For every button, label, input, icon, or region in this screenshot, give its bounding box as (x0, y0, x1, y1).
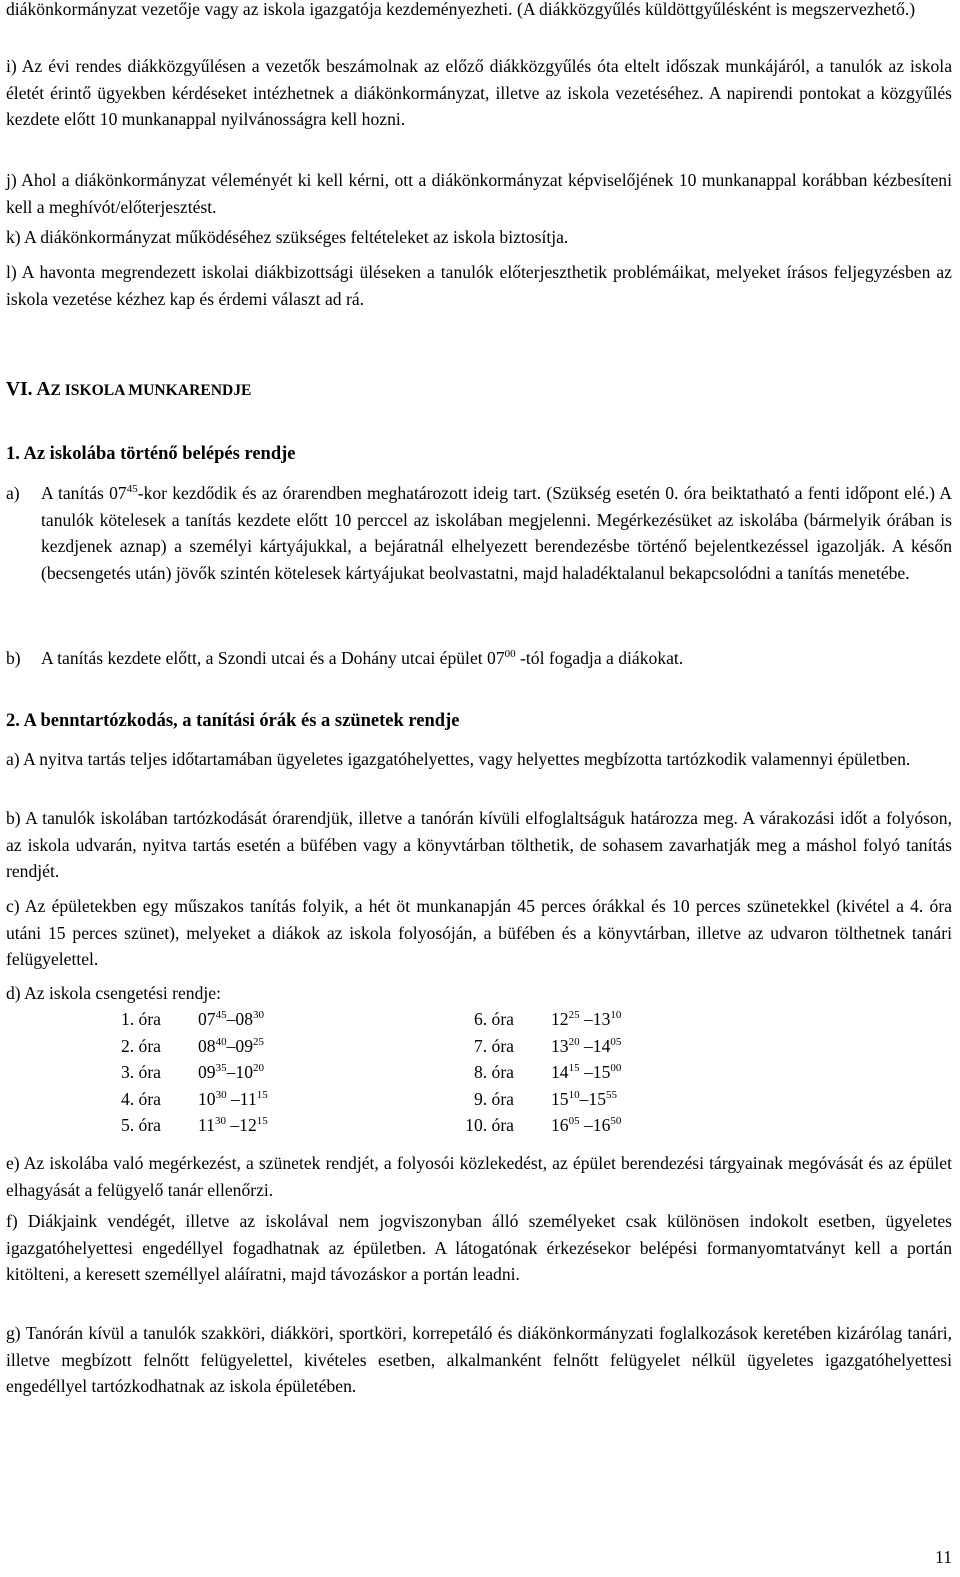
schedule-end-minute: 05 (610, 1035, 622, 1048)
section-2-item-f: f) Diákjaink vendégét, illetve az iskolával nem jogviszonyban álló személyeket csak különösen indokolt esetben, ügyeletes igazgatóhelyettesi engedéllyel fogadhatnak az épületben. A látogatónak érkezésekor belépési formanyomtatványt kell a portán kitölteni, a keresett személlyel aláíratni, majd távozáskor a portán leadni. (6, 1211, 952, 1285)
page-number: 11 (935, 1547, 952, 1567)
schedule-start-minute: 25 (568, 1009, 580, 1021)
schedule-end-minute: 25 (252, 1035, 264, 1048)
schedule-end-minute: 15 (256, 1115, 268, 1128)
schedule-separator: – (579, 1009, 593, 1029)
paragraph-i: i) Az évi rendes diákközgyűlésen a vezetők beszámolnak az előző diákközgyűlés óta eltelt időszak munkájáról, a tanulók az iskola életét érintő ügyekben kérdéseket intézhetnek a diákönkormányzat, illetve az iskola vezetéséhez. A napirendi pontokat a közgyűlés kezdete előtt 10 munkanappal nyilvánosságra kell hozni. (6, 56, 952, 130)
section-1-item-b-text (41, 645, 952, 672)
item-b-text-pre: A tanítás kezdete előtt, a Szondi utcai és a Dohány utcai épület 07 (41, 648, 505, 668)
bell-schedule (0, 1006, 960, 1141)
schedule-start-hour: 07 (198, 1009, 216, 1029)
schedule-start-minute: 15 (568, 1062, 580, 1075)
schedule-separator: – (579, 1088, 589, 1109)
chapter-heading-rest: Z ISKOLA MUNKARENDJE (50, 382, 252, 399)
paragraph-l: l) A havonta megrendezett iskolai diákbizottsági üléseken a tanulók előterjeszthetik problémáikat, melyeket írásos feljegyzésben az iskola vezetése kézhez kap és érdemi választ ad rá. (6, 262, 952, 309)
schedule-separator: – (226, 1062, 236, 1083)
section-1-title: 1. Az iskolába történő belépés rendje (6, 444, 296, 464)
schedule-start-minute: 05 (568, 1115, 580, 1128)
section-2-title: 2. A benntartózkodás, a tanítási órák és a szünetek rendje (6, 711, 460, 731)
schedule-start-hour: 08 (198, 1035, 216, 1056)
schedule-lesson-number: 8. óra (473, 1062, 514, 1083)
paragraph-j: j) Ahol a diákönkormányzat véleményét ki kell kérni, ott a diákönkormányzat képviselőjének 10 munkanappal korábban kézbesíteni kell a meghívót/előterjesztést. (6, 170, 952, 217)
schedule-time-range (551, 1112, 621, 1139)
schedule-end-hour: 08 (235, 1009, 253, 1029)
section-1-item-a-text (41, 480, 952, 587)
schedule-end-hour: 12 (239, 1115, 257, 1136)
schedule-separator: – (226, 1088, 240, 1109)
schedule-row (0, 1006, 960, 1033)
schedule-separator: – (225, 1115, 240, 1136)
schedule-end-hour: 15 (588, 1088, 606, 1109)
schedule-start-hour: 15 (551, 1088, 569, 1109)
schedule-start-hour: 12 (551, 1009, 569, 1029)
schedule-lesson-number: 2. óra (120, 1035, 161, 1056)
schedule-separator: – (579, 1062, 593, 1083)
schedule-end-hour: 10 (235, 1062, 253, 1083)
schedule-end-minute: 15 (256, 1088, 268, 1101)
schedule-lesson-number: 6. óra (473, 1009, 514, 1029)
schedule-row (0, 1112, 960, 1139)
schedule-row (0, 1086, 960, 1113)
schedule-start-hour: 10 (198, 1088, 216, 1109)
schedule-time-range (551, 1086, 617, 1113)
item-a-text-post: -kor kezdődik és az órarendben meghatározott ideig tart. (Szükség esetén 0. óra beiktatható a fenti időpont elé.) A tanulók kötelesek a tanítás kezdete előtt 10 perccel az iskolában megjelenni. Megérkezésüket az iskolába (bármelyik órában is kezdjenek aznap) a személyi kártyájukkal, a bejáratnál elhelyezett berendezésbe történő bejelentkezéssel igazolják. A későn (becsengetés után) jövők szintén kötelesek kártyájukat beolvastatni, majd haladéktalanul bekapcsolódni a tanítás menetébe. (41, 483, 952, 584)
paragraph-k: k) A diákönkormányzat működéséhez szükséges feltételeket az iskola biztosítja. (6, 227, 569, 247)
section-2-item-e: e) Az iskolába való megérkezést, a szünetek rendjét, a folyosói közlekedést, az épület berendezési tárgyainak megóvását és az épület elhagyását a felügyelő tanár ellenőrzi. (6, 1153, 952, 1200)
schedule-end-minute: 55 (605, 1088, 617, 1101)
schedule-start-hour: 09 (198, 1062, 216, 1083)
schedule-row (0, 1033, 960, 1060)
section-1-item-a (6, 480, 952, 587)
paragraph-intro: diákönkormányzat vezetője vagy az iskola igazgatója kezdeményezheti. (A diákközgyűlés küldöttgyűlésként is megszervezhető.) (6, 0, 916, 19)
schedule-separator: – (226, 1035, 236, 1056)
section-2-item-d: d) Az iskola csengetési rendje: (6, 983, 221, 1003)
schedule-separator: – (579, 1115, 593, 1136)
chapter-heading-num: VI. A (6, 379, 51, 400)
schedule-lesson-number: 10. óra (465, 1115, 514, 1136)
schedule-lesson-number: 4. óra (120, 1088, 161, 1109)
schedule-end-minute: 30 (252, 1009, 264, 1021)
schedule-start-minute: 20 (568, 1035, 580, 1048)
schedule-lesson-number: 5. óra (120, 1115, 161, 1136)
section-1-item-b (6, 645, 952, 672)
schedule-start-hour: 14 (551, 1062, 569, 1083)
schedule-lesson-number: 3. óra (120, 1062, 161, 1083)
schedule-separator: – (579, 1035, 593, 1056)
schedule-end-hour: 11 (239, 1088, 257, 1109)
schedule-time-range (551, 1059, 621, 1086)
section-2-item-g: g) Tanórán kívül a tanulók szakköri, diákköri, sportköri, korrepetáló és diákönkormányzati foglalkozások keretében kizárólag tanári, illetve megbízott felnőtt felügyelettel, kivételes esetben, alkalmanként felnőtt felügyelet nélkül ügyeletes igazgatóhelyettesi engedéllyel tartózkodhatnak az iskola épületében. (6, 1323, 952, 1397)
schedule-start-minute: 40 (215, 1035, 227, 1048)
schedule-time-range (551, 1033, 621, 1060)
item-b-text-post: -tól fogadja a diákokat. (515, 648, 684, 668)
schedule-lesson-number: 7. óra (473, 1035, 514, 1056)
section-2-item-c: c) Az épületekben egy műszakos tanítás folyik, a hét öt munkanapján 45 perces órákkal és 10 perces szünetekkel (kivétel a 4. óra utáni 15 perces szünet), melyeket a diákok az iskola folyosóján, a büfében és a könyvtárban, illetve az udvaron tölthetnek tanári felügyelettel. (6, 896, 952, 970)
section-2-item-a: a) A nyitva tartás teljes időtartamában ügyeletes igazgatóhelyettes, vagy helyettes megbízotta tartózkodik valamennyi épületben. (6, 749, 911, 769)
schedule-end-minute: 10 (610, 1009, 622, 1021)
schedule-end-hour: 13 (592, 1009, 611, 1029)
schedule-end-hour: 14 (592, 1035, 611, 1056)
schedule-start-hour: 16 (551, 1115, 569, 1136)
item-a-sup: 45 (126, 483, 138, 495)
schedule-start-minute: 35 (215, 1062, 227, 1075)
section-2-item-b: b) A tanulók iskolában tartózkodását órarendjük, illetve a tanórán kívüli elfoglaltságuk határozza meg. A várakozási időt a folyóson, az iskola udvarán, nyitva tartás esetén a büfében vagy a könyvtárban tölthetik, de sohasem zavarhatják meg a máshol folyó tanítás rendjét. (6, 808, 952, 882)
schedule-start-minute: 45 (215, 1009, 227, 1021)
schedule-lesson-number: 1. óra (120, 1009, 161, 1029)
schedule-start-hour: 13 (551, 1035, 569, 1056)
schedule-end-hour: 16 (592, 1115, 611, 1136)
schedule-end-minute: 00 (610, 1062, 622, 1075)
schedule-separator: – (226, 1009, 236, 1029)
schedule-end-minute: 50 (610, 1115, 622, 1128)
section-1-item-b-label: b) (6, 648, 21, 668)
schedule-end-hour: 15 (592, 1062, 611, 1083)
schedule-time-range (551, 1006, 621, 1033)
schedule-start-minute: 30 (214, 1115, 226, 1128)
schedule-lesson-number: 9. óra (473, 1088, 514, 1109)
schedule-start-minute: 10 (568, 1088, 580, 1101)
schedule-start-minute: 30 (215, 1088, 227, 1101)
section-1-item-a-label: a) (6, 483, 20, 503)
chapter-heading (6, 377, 251, 405)
schedule-start-hour: 11 (198, 1115, 215, 1136)
item-a-text-pre: A tanítás 07 (41, 483, 127, 503)
schedule-end-hour: 09 (235, 1035, 253, 1056)
item-b-sup: 00 (504, 648, 516, 660)
schedule-row (0, 1059, 960, 1086)
schedule-end-minute: 20 (252, 1062, 264, 1075)
